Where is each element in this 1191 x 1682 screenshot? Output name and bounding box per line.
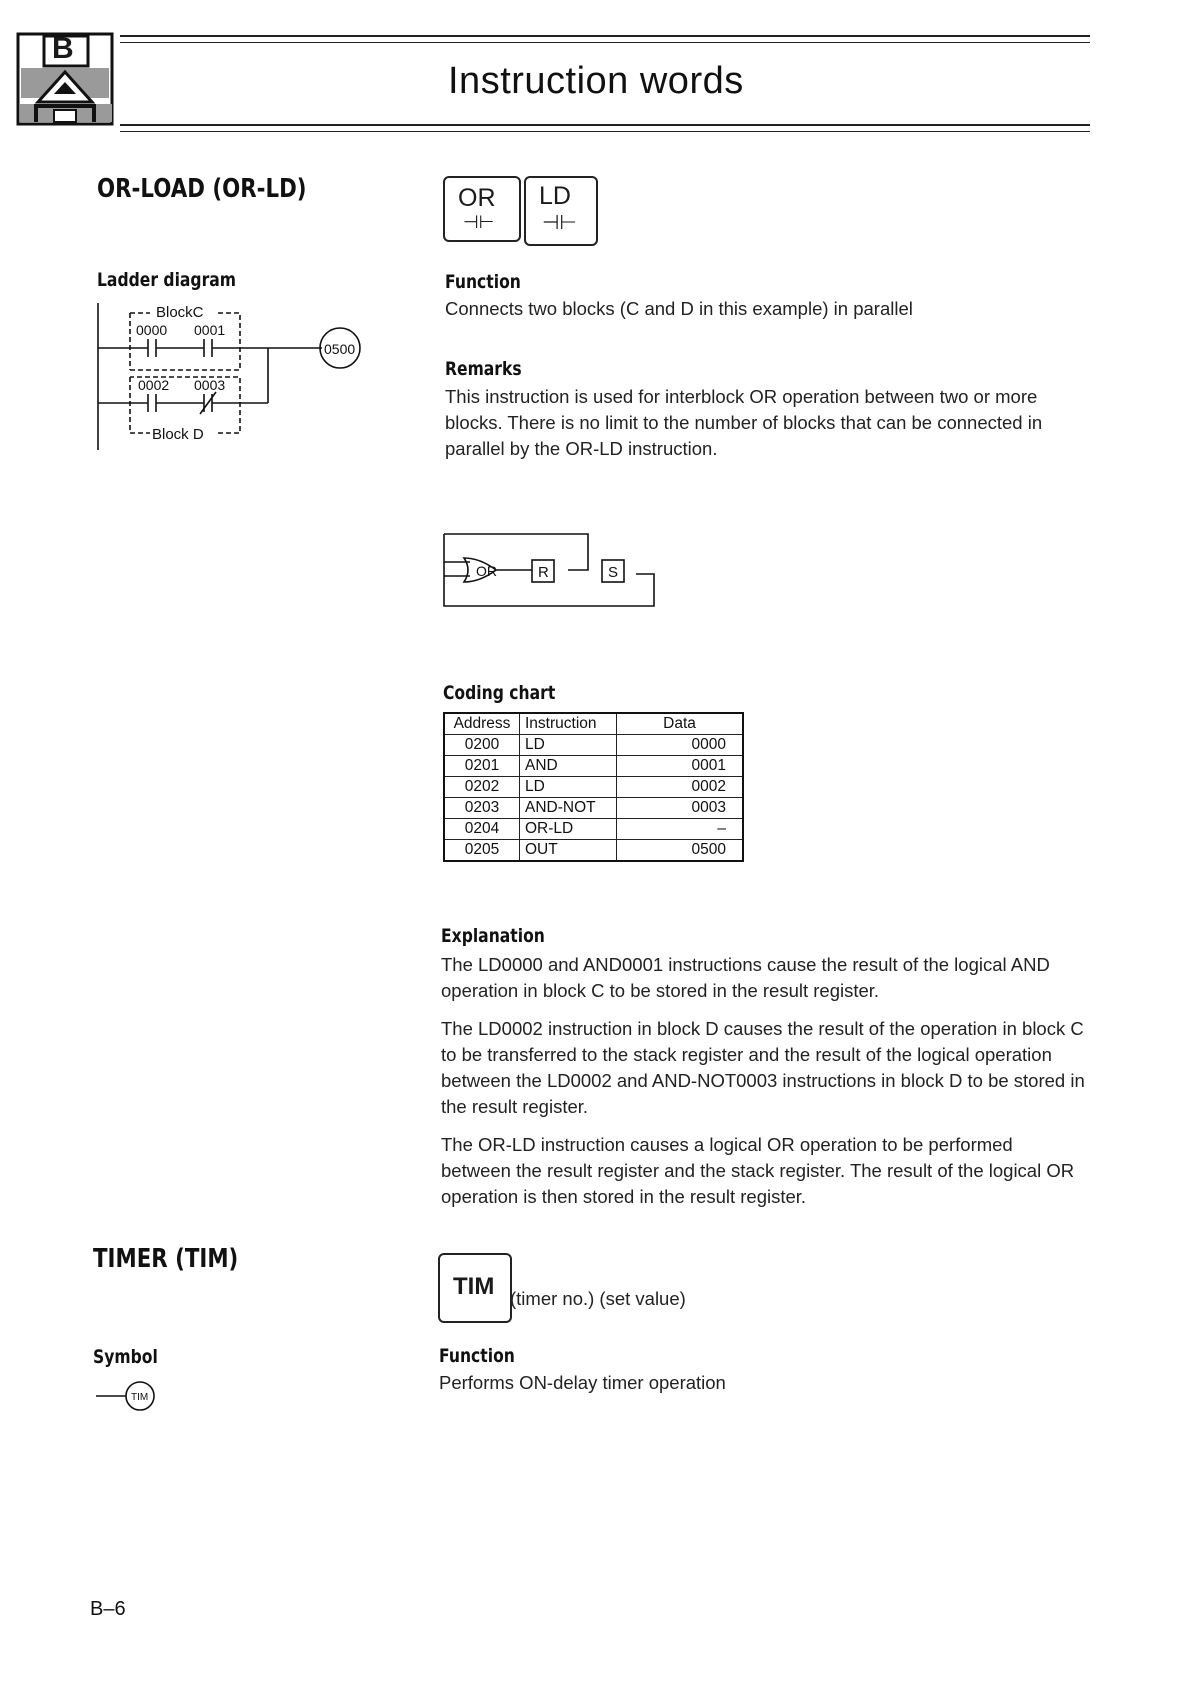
tim-key-label: TIM: [453, 1273, 495, 1300]
instruction-cell: LD: [520, 735, 617, 756]
data-cell: 0003: [617, 798, 744, 819]
or-load-title: OR-LOAD (OR-LD): [97, 174, 307, 204]
ladder-diagram: [90, 295, 380, 455]
remarks-text: This instruction is used for interblock OR operation between two or more blocks. There is no limit to the number of blocks that can be connected in parallel by the OR-LD instruction.: [445, 386, 1043, 459]
contact-label: 0001: [194, 322, 226, 338]
contact-label: 0003: [194, 377, 226, 393]
contact-label: 0002: [138, 377, 170, 393]
data-cell: 0002: [617, 777, 744, 798]
or-key-label: OR: [458, 184, 496, 212]
header-rule-top-2: [120, 42, 1090, 43]
function-title: Function: [445, 271, 521, 293]
instruction-cell: OR-LD: [520, 819, 617, 840]
output-coil-label: 0500: [324, 341, 356, 357]
data-cell: 0500: [617, 840, 744, 862]
header-rule-bottom: [120, 124, 1090, 126]
address-cell: 0201: [444, 756, 520, 777]
or-key: [443, 176, 521, 242]
block-d-label: Block D: [152, 426, 204, 443]
explanation-paragraph: The LD0002 instruction in block D causes the result of the operation in block C to be transferred to the stack register and the result of the logical operation between the LD0002 and AND-NOT0003 instructions in block D to be stored in the result register.: [441, 1018, 1085, 1117]
timer-symbol-icon: [94, 1376, 164, 1416]
ld-key-label: LD: [539, 182, 571, 210]
tim-key: [438, 1253, 512, 1323]
page-number: B–6: [90, 1598, 126, 1620]
table-row: [444, 735, 743, 756]
function-text: Connects two blocks (C and D in this example) in parallel: [445, 298, 913, 319]
contact-label: 0000: [136, 322, 168, 338]
s-register-label: S: [608, 564, 619, 581]
remarks-title: Remarks: [445, 358, 522, 380]
instruction-cell: OUT: [520, 840, 617, 862]
or-key-symbol: ⊣⊢: [463, 212, 495, 232]
data-cell: 0001: [617, 756, 744, 777]
coding-chart-title: Coding chart: [443, 682, 556, 704]
timer-symbol-label: TIM: [131, 1392, 149, 1403]
column-header: Data: [617, 713, 744, 735]
or-gate-label: OR: [476, 563, 497, 579]
instruction-cell: LD: [520, 777, 617, 798]
address-cell: 0202: [444, 777, 520, 798]
instruction-cell: AND: [520, 756, 617, 777]
symbol-title: Symbol: [93, 1346, 158, 1368]
coding-chart-table: [443, 712, 744, 862]
explanation-paragraph: The OR-LD instruction causes a logical OR operation to be performed between the result register and the stack register. The result of the logical OR operation is then stored in the result register.: [441, 1134, 1075, 1207]
logic-diagram: [440, 530, 670, 610]
r-register-label: R: [538, 564, 549, 581]
column-header: Address: [444, 713, 520, 735]
ld-key-symbol: ⊣⊢: [542, 212, 577, 234]
address-cell: 0205: [444, 840, 520, 862]
timer-title: TIMER (TIM): [93, 1244, 239, 1274]
table-row: [444, 840, 743, 862]
table-row: [444, 777, 743, 798]
table-header-row: [444, 713, 743, 735]
ladder-diagram-title: Ladder diagram: [97, 269, 237, 291]
address-cell: 0204: [444, 819, 520, 840]
instruction-cell: AND-NOT: [520, 798, 617, 819]
address-cell: 0200: [444, 735, 520, 756]
column-header: Instruction: [520, 713, 617, 735]
tim-key-operands: (timer no.) (set value): [510, 1288, 686, 1309]
address-cell: 0203: [444, 798, 520, 819]
explanation-title: Explanation: [441, 925, 545, 947]
table-row: [444, 756, 743, 777]
table-row: [444, 798, 743, 819]
table-row: [444, 819, 743, 840]
explanation-paragraph: The LD0000 and AND0001 instructions cause the result of the logical AND operation in block C to be stored in the result register.: [441, 954, 1050, 1001]
page-title: Instruction words: [448, 60, 744, 102]
block-c-label: BlockC: [156, 304, 204, 321]
header-rule-bottom-2: [120, 131, 1090, 132]
explanation-body: [441, 952, 1086, 1222]
timer-function-title: Function: [439, 1345, 515, 1367]
header-rule-top: [120, 35, 1090, 37]
ld-key: [524, 176, 598, 246]
timer-function-text: Performs ON-delay timer operation: [439, 1372, 726, 1393]
logo-letter: B: [52, 32, 74, 65]
data-cell: –: [617, 819, 744, 840]
data-cell: 0000: [617, 735, 744, 756]
